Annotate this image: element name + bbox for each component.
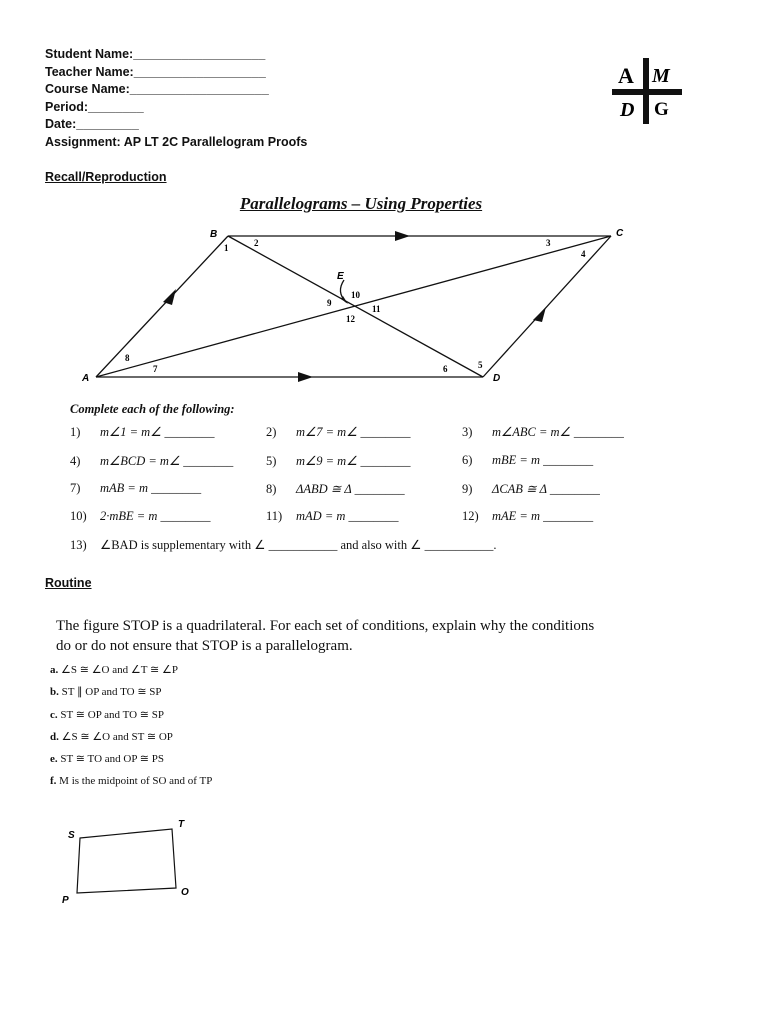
question-2-text: m∠7 = m∠ ________ <box>296 425 411 439</box>
arrow-ab <box>163 289 176 305</box>
question-3[interactable] <box>462 424 624 440</box>
logo-letter-d: D <box>620 99 635 121</box>
quad-label-o: O <box>181 887 189 898</box>
question-12-text: mAE = m ________ <box>492 509 594 523</box>
condition-f <box>50 775 212 787</box>
question-1-number: 1) <box>70 425 81 439</box>
angle-label-6: 6 <box>443 364 448 374</box>
date-field[interactable]: Date:_________ <box>45 117 139 131</box>
logo-letter-a: A <box>618 63 634 88</box>
condition-a-label: a. <box>50 664 59 676</box>
question-1[interactable] <box>70 424 215 440</box>
student-name-field[interactable]: Student Name:___________________ <box>45 47 266 61</box>
teacher-name-field[interactable]: Teacher Name:___________________ <box>45 64 266 79</box>
quad-stop-outline <box>77 829 176 893</box>
quad-label-p: P <box>62 895 69 906</box>
angle-label-9: 9 <box>327 298 332 308</box>
question-5-text: m∠9 = m∠ ________ <box>296 454 411 468</box>
logo-letter-m: M <box>652 65 670 87</box>
question-2[interactable] <box>266 424 411 440</box>
condition-b-text: ST ∥ OP and TO ≅ SP <box>61 686 162 698</box>
condition-c <box>50 708 164 721</box>
question-7[interactable] <box>70 481 201 496</box>
arrow-ad <box>298 372 313 382</box>
condition-b <box>50 685 162 698</box>
condition-e-label: e. <box>50 753 58 765</box>
vertex-d-label: D <box>493 373 501 384</box>
question-8-text: ΔABD ≅ Δ ________ <box>296 482 405 496</box>
quad-label-t: T <box>178 819 185 830</box>
question-11[interactable] <box>266 509 399 524</box>
vertex-b-label: B <box>210 229 218 240</box>
assignment-title: Assignment: AP LT 2C Parallelogram Proofs <box>45 134 308 149</box>
angle-label-5: 5 <box>478 360 483 370</box>
question-8-number: 8) <box>266 482 277 496</box>
vertex-c-label: C <box>616 228 624 239</box>
question-11-text: mAD = m ________ <box>296 509 399 523</box>
question-10[interactable] <box>70 509 211 524</box>
question-11-number: 11) <box>266 509 283 523</box>
angle-label-1: 1 <box>224 243 229 253</box>
question-7-text: mAB = m ________ <box>100 481 202 495</box>
question-1-text: m∠1 = m∠ ________ <box>100 425 215 439</box>
question-9-text: ΔCAB ≅ Δ ________ <box>492 482 600 496</box>
question-4-text: m∠BCD = m∠ ________ <box>100 454 234 468</box>
question-3-number: 3) <box>462 425 473 439</box>
condition-d-text: ∠S ≅ ∠O and ST ≅ OP <box>61 731 173 743</box>
condition-e-text: ST ≅ TO and OP ≅ PS <box>60 753 164 765</box>
question-13-text: ∠BAD is supplementary with ∠ ___________ and also with ∠ ___________. <box>100 538 497 552</box>
angle-label-10: 10 <box>351 290 360 300</box>
question-8[interactable] <box>266 481 405 497</box>
course-name-field[interactable]: Course Name:____________________ <box>45 82 269 96</box>
question-5[interactable] <box>266 453 411 469</box>
angle-label-11: 11 <box>372 304 381 314</box>
angle-label-12: 12 <box>346 314 355 324</box>
complete-instruction: Complete each of the following: <box>70 402 235 416</box>
parallelogram-figure <box>0 0 768 400</box>
side-cd <box>483 236 611 377</box>
question-5-number: 5) <box>266 454 277 468</box>
period-field[interactable]: Period:________ <box>45 99 144 114</box>
routine-intro-text: The figure STOP is a quadrilateral. For each set of conditions, explain why the conditions do or do not ensure that STOP is a parallelogram. <box>56 618 595 654</box>
condition-e <box>50 752 164 765</box>
vertex-a-label: A <box>82 373 90 384</box>
angle-label-7: 7 <box>153 364 158 374</box>
question-6[interactable] <box>462 453 593 468</box>
question-6-text: mBE = m ________ <box>492 453 594 467</box>
question-4[interactable] <box>70 453 233 469</box>
point-e-label: E <box>337 271 344 282</box>
quad-label-s: S <box>68 830 75 841</box>
question-2-number: 2) <box>266 425 277 439</box>
condition-d <box>50 730 173 743</box>
question-9-number: 9) <box>462 482 473 496</box>
question-10-text: 2·mBE = m ________ <box>100 509 211 523</box>
condition-c-text: ST ≅ OP and TO ≅ SP <box>60 709 164 721</box>
arrow-bc <box>395 231 410 241</box>
question-3-text: m∠ABC = m∠ ________ <box>492 425 624 439</box>
condition-c-label: c. <box>50 709 58 721</box>
question-13-number: 13) <box>70 538 87 552</box>
question-13[interactable] <box>70 537 496 553</box>
side-ab <box>96 236 228 377</box>
logo-letter-g: G <box>654 99 669 120</box>
question-10-number: 10) <box>70 509 87 523</box>
figure-title: Parallelograms – Using Properties <box>239 194 483 213</box>
question-7-number: 7) <box>70 481 81 495</box>
condition-d-label: d. <box>50 731 59 743</box>
question-12[interactable] <box>462 509 593 524</box>
condition-f-label: f. <box>50 775 57 787</box>
angle-label-2: 2 <box>254 238 259 248</box>
condition-a-text: ∠S ≅ ∠O and ∠T ≅ ∠P <box>61 664 178 676</box>
stop-quadrilateral-figure <box>55 815 205 910</box>
routine-section-heading: Routine <box>45 576 92 590</box>
arrow-cd <box>533 307 546 322</box>
condition-f-text: M is the midpoint of SO and of TP <box>59 775 213 787</box>
diagonal-ac <box>96 236 611 377</box>
condition-a <box>50 663 178 676</box>
condition-b-label: b. <box>50 686 59 698</box>
recall-section-heading: Recall/Reproduction <box>45 170 167 184</box>
angle-label-3: 3 <box>546 238 551 248</box>
diagonal-bd <box>228 236 483 377</box>
angle-label-4: 4 <box>581 249 586 259</box>
question-9[interactable] <box>462 481 600 497</box>
question-12-number: 12) <box>462 509 479 523</box>
angle-label-8: 8 <box>125 353 130 363</box>
question-4-number: 4) <box>70 454 81 468</box>
question-6-number: 6) <box>462 453 473 467</box>
